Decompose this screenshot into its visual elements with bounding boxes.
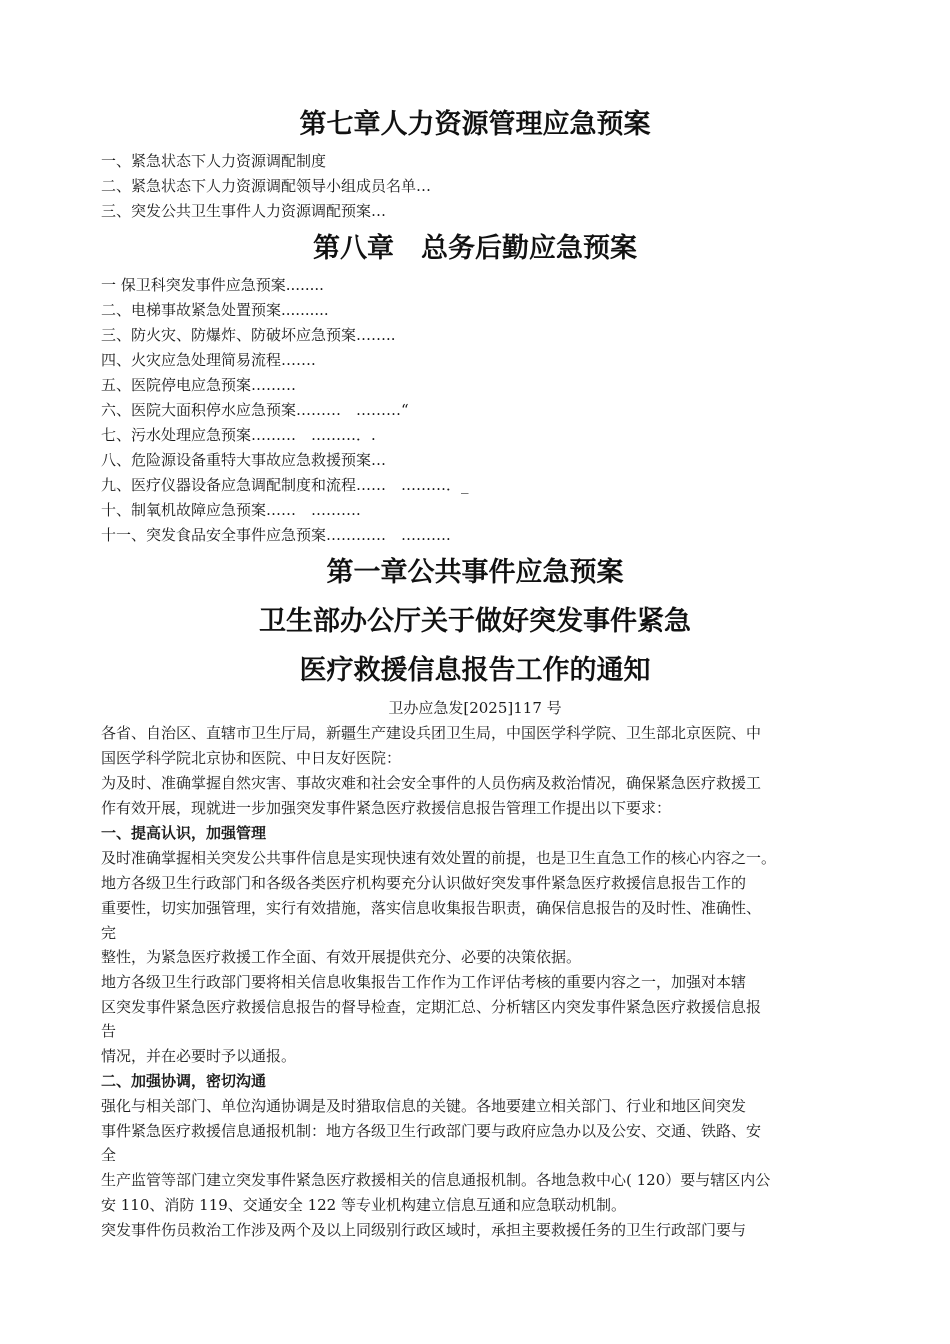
paragraph-line: 事件紧急医疗救援信息通报机制：地方各级卫生行政部门要与政府应急办以及公安、交通、铁路、安 [101, 1122, 762, 1140]
chapter1-title: 第一章公共事件应急预案 [326, 557, 624, 588]
paragraph-line: 地方各级卫生行政部门要将相关信息收集报告工作作为工作评估考核的重要内容之一，加强对本辖 [101, 973, 747, 991]
toc-item: 五、医院停电应急预案……… [101, 376, 297, 394]
paragraph-line: 强化与相关部门、单位沟通协调是及时猎取信息的关键。各地要建立相关部门、行业和地区间突发 [101, 1097, 747, 1115]
paragraph-line: 全 [101, 1146, 117, 1164]
toc-item: 七、污水处理应急预案……… ………．. [101, 426, 376, 444]
paragraph-line: 突发事件伤员救治工作涉及两个及以上同级别行政区域时，承担主要救援任务的卫生行政部门要与 [101, 1221, 747, 1239]
toc-item: 十、制氧机故障应急预案…… ………. [101, 501, 361, 519]
toc-item: 八、危险源设备重特大事故应急救援预案… [101, 451, 387, 469]
paragraph-line: 及时准确掌握相关突发公共事件信息是实现快速有效处置的前提，也是卫生直急工作的核心内容之一。 [101, 849, 777, 867]
notice-title-line1: 卫生部办公厅关于做好突发事件紧急 [259, 606, 691, 637]
recipients-line: 各省、自治区、直辖市卫生厅局，新疆生产建设兵团卫生局，中国医学科学院、卫生部北京医院、中 [101, 724, 762, 742]
section2-heading: 二、加强协调，密切沟通 [101, 1072, 267, 1090]
toc-item: 一 保卫科突发事件应急预案........ [101, 276, 324, 294]
section1-heading: 一、提高认识，加强管理 [101, 824, 267, 842]
chapter7-title: 第七章人力资源管理应急预案 [299, 109, 651, 140]
toc-item: 二、电梯事故紧急处置预案.......... [101, 301, 329, 319]
intro-line: 作有效开展，现就进一步加强突发事件紧急医疗救援信息报告管理工作提出以下要求： [101, 799, 672, 817]
paragraph-line: 生产监管等部门建立突发事件紧急医疗救援相关的信息通报机制。各地急救中心( 120）要与辖区内公 [101, 1171, 771, 1189]
paragraph-line: 区突发事件紧急医疗救援信息报告的督导检查，定期汇总、分析辖区内突发事件紧急医疗救援信息报 [101, 998, 762, 1016]
toc-item: 十一、突发食品安全事件应急预案………… ………. [101, 526, 451, 544]
toc-item: 四、火灾应急处理简易流程……. [101, 351, 316, 369]
paragraph-line: 告 [101, 1022, 117, 1040]
paragraph-line: 完 [101, 924, 117, 942]
paragraph-line: 地方各级卫生行政部门和各级各类医疗机构要充分认识做好突发事件紧急医疗救援信息报告工作的 [101, 874, 747, 892]
toc-item: 一、紧急状态下人力资源调配制度 [101, 152, 327, 170]
toc-item: 二、紧急状态下人力资源调配领导小组成员名单… [101, 177, 432, 195]
chapter8-title: 第八章 总务后勤应急预案 [313, 233, 637, 264]
paragraph-line: 安 110、消防 119、交通安全 122 等专业机构建立信息互通和应急联动机制。 [101, 1196, 626, 1214]
paragraph-line: 整性，为紧急医疗救援工作全面、有效开展提供充分、必要的决策依据。 [101, 948, 582, 966]
paragraph-line: 情况，并在必要时予以通报。 [101, 1047, 297, 1065]
document-number: 卫办应急发[2025]117 号 [388, 699, 562, 717]
toc-item: 三、防火灾、防爆炸、防破坏应急预案…….. [101, 326, 396, 344]
toc-item: 三、突发公共卫生事件人力资源调配预案… [101, 202, 387, 220]
toc-item: 六、医院大面积停水应急预案……… ………“ [101, 401, 409, 419]
intro-line: 为及时、准确掌握自然灾害、事故灾难和社会安全事件的人员伤病及救治情况，确保紧急医疗救援工 [101, 774, 762, 792]
paragraph-line: 重要性，切实加强管理，实行有效措施，落实信息收集报告职责，确保信息报告的及时性、准确性、 [101, 899, 762, 917]
recipients-line: 国医学科学院北京协和医院、中日友好医院： [101, 749, 402, 767]
notice-title-line2: 医疗救援信息报告工作的通知 [299, 655, 651, 686]
toc-item: 九、医疗仪器设备应急调配制度和流程…… ………．_ [101, 476, 469, 494]
